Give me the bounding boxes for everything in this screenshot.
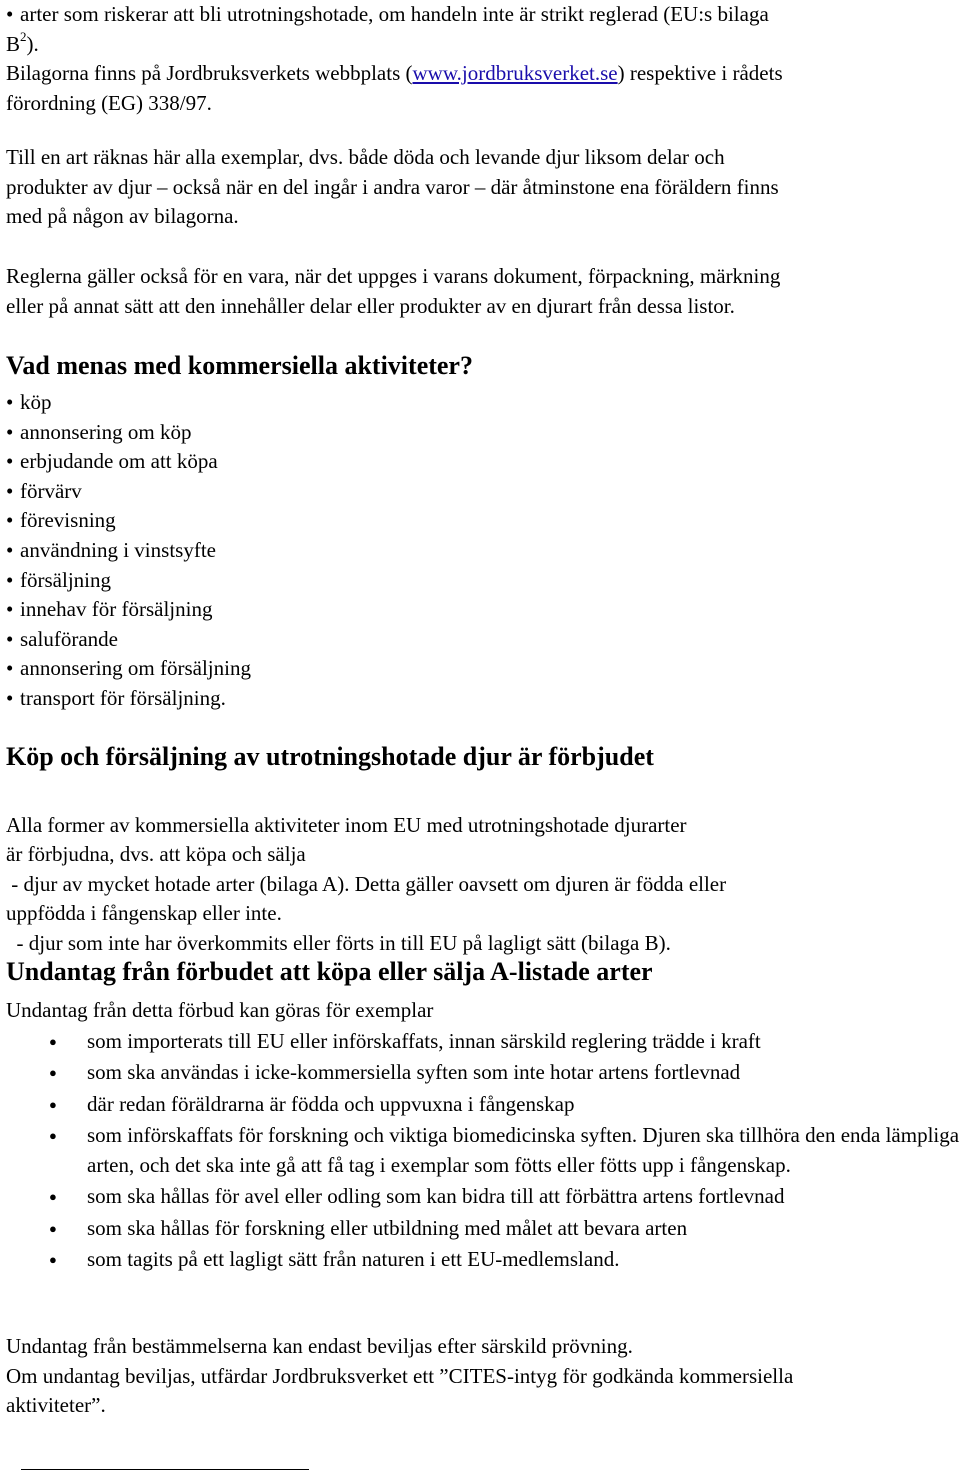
list-item: • saluförande bbox=[6, 625, 251, 655]
paragraph-line: Om undantag beviljas, utfärdar Jordbruksverket ett ”CITES-intyg för godkända kommersiella bbox=[6, 1363, 794, 1388]
intro-bullet-text: arter som riskerar att bli utrotningshotade, om handeln inte är strikt reglerad (EU:s bilaga bbox=[20, 2, 769, 26]
paragraph-line: Alla former av kommersiella aktiviteter inom EU med utrotningshotade djurarter bbox=[6, 812, 687, 837]
list-item: • erbjudande om att köpa bbox=[6, 447, 251, 477]
list-item: ● som införskaffats för forskning och viktiga biomedicinska syften. Djuren ska tillhöra den enda lämpliga arten, och det ska inte gå att få tag i exemplar som fötts eller fötts upp i fångenskap. bbox=[6, 1121, 960, 1181]
kommersiella-list bbox=[6, 388, 251, 714]
annex-source-line bbox=[6, 59, 783, 89]
paragraph-line: Reglerna gäller också för en vara, när det uppges i varans dokument, förpackning, märkning bbox=[6, 264, 781, 288]
intro-bullet-list bbox=[6, 0, 783, 59]
paragraph-line: Undantag från bestämmelserna kan endast beviljas efter särskild prövning. bbox=[6, 1334, 633, 1358]
heading-kommersiella: Vad menas med kommersiella aktiviteter? bbox=[6, 351, 473, 380]
list-item: • användning i vinstsyfte bbox=[6, 536, 251, 566]
list-item: ● som ska hållas för forskning eller utbildning med målet att bevara arten bbox=[6, 1214, 960, 1244]
paragraph-line: produkter av djur – också när en del ingår i andra varor – där åtminstone ena föräldern finns bbox=[6, 174, 779, 199]
intro-bullet-cont bbox=[6, 28, 39, 56]
paragraph-line: med på någon av bilagorna. bbox=[6, 204, 239, 229]
list-item: ● som importerats till EU eller införskaffats, innan särskild reglering trädde i kraft bbox=[6, 1027, 960, 1057]
list-item: ● som ska användas i icke-kommersiella syften som inte hotar artens fortlevnad bbox=[6, 1058, 960, 1088]
list-item: ● som tagits på ett lagligt sätt från naturen i ett EU-medlemsland. bbox=[6, 1245, 960, 1275]
annex-suffix: ). bbox=[26, 31, 39, 56]
intro-block bbox=[6, 0, 783, 118]
paragraph-line: - djur av mycket hotade arter (bilaga A). Detta gäller oavsett om djuren är födda eller bbox=[6, 871, 727, 896]
paragraph-line: - djur som inte har överkommits eller förts in till EU på lagligt sätt (bilaga B). bbox=[6, 930, 671, 955]
list-item: • annonsering om köp bbox=[6, 418, 251, 448]
undantag-list bbox=[6, 1027, 960, 1277]
footnote-ref[interactable]: 2 bbox=[20, 28, 27, 44]
annex-source-suffix: ) respektive i rådets bbox=[617, 61, 783, 86]
list-item: • förevisning bbox=[6, 506, 251, 536]
paragraph-line: aktiviteter”. bbox=[6, 1393, 106, 1418]
list-item: • annonsering om försäljning bbox=[6, 654, 251, 684]
paragraph-forbud bbox=[6, 781, 726, 959]
list-item: • innehav för försäljning bbox=[6, 595, 251, 625]
list-item: ● där redan föräldrarna är födda och uppvuxna i fångenskap bbox=[6, 1090, 960, 1120]
jordbruksverket-link[interactable]: www.jordbruksverket.se bbox=[412, 61, 618, 86]
list-item: • transport för försäljning. bbox=[6, 684, 251, 714]
footnote-separator bbox=[21, 1469, 309, 1470]
paragraph-line: är förbjudna, dvs. att köpa och sälja bbox=[6, 842, 306, 867]
regulation-line: förordning (EG) 338/97. bbox=[6, 90, 212, 115]
paragraph-line: eller på annat sätt att den innehåller delar eller produkter av en djurart från dessa listor. bbox=[6, 293, 735, 318]
annex-letter: B bbox=[6, 31, 21, 56]
list-item: • försäljning bbox=[6, 566, 251, 596]
heading-forbjudet: Köp och försäljning av utrotningshotade djur är förbjudet bbox=[6, 742, 654, 771]
paragraph-art-definition bbox=[6, 143, 779, 232]
paragraph-line: Till en art räknas här alla exemplar, dvs. både döda och levande djur liksom delar och bbox=[6, 145, 725, 169]
list-item: ● som ska hållas för avel eller odling som kan bidra till att förbättra artens fortlevnad bbox=[6, 1182, 960, 1212]
annex-source-prefix: Bilagorna finns på Jordbruksverkets webbplats ( bbox=[6, 61, 413, 86]
heading-undantag: Undantag från förbudet att köpa eller sälja A-listade arter bbox=[6, 957, 653, 986]
paragraph-provning bbox=[6, 1332, 793, 1421]
paragraph-undantag-intro: Undantag från detta förbud kan göras för exemplar bbox=[6, 998, 434, 1022]
paragraph-line: uppfödda i fångenskap eller inte. bbox=[6, 901, 282, 926]
list-item: • köp bbox=[6, 388, 251, 418]
paragraph-rules bbox=[6, 262, 956, 321]
list-item: • förvärv bbox=[6, 477, 251, 507]
list-item bbox=[6, 0, 783, 59]
